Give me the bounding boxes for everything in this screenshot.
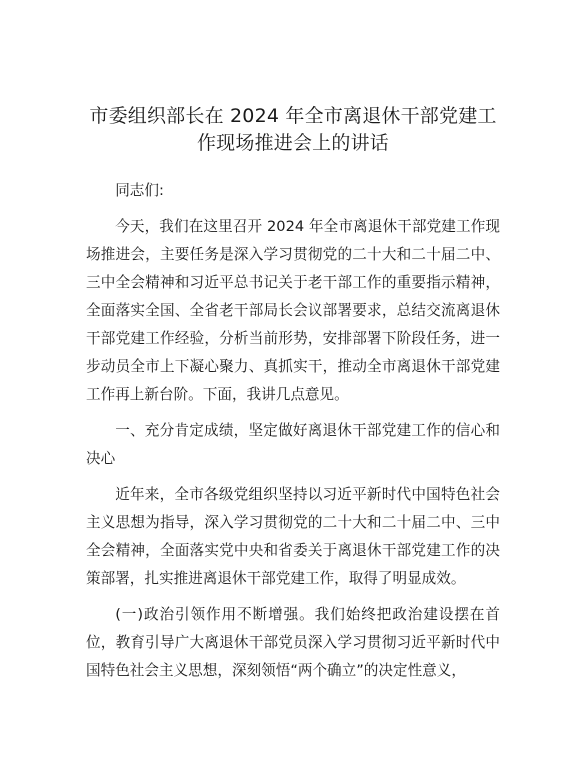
paragraph-opening: 今天，我们在这里召开 2024 年全市离退休干部党建工作现场推进会，主要任务是深入学习贯彻党的二十大和二十届二中、三中全会精神和习近平总书记关于老干部工作的重要指示精神，全面落实全国、全省老干部局长会议部署要求，总结交流离退休干部党建工作经验，分析当前形势，安排部署下阶段任务，进一步动员全市上下凝心聚力、真抓实干，推动全市离退休干部党建工作再上新台阶。下面，我讲几点意见。 [86,218,500,403]
document-title: 市委组织部长在 2024 年全市离退休干部党建工作现场推进会上的讲话 [89,105,497,154]
section-heading-1: 一、充分肯定成绩，坚定做好离退休干部党建工作的信心和决心 [86,422,500,467]
paragraph-achievements: 近年来，全市各级党组织坚持以习近平新时代中国特色社会主义思想为指导，深入学习贯彻党的二十大和二十届二中、三中全会精神，全面落实党中央和省委关于离退休干部党建工作的决策部署，扎实推进离退休干部党建工作，取得了明显成效。 [86,486,500,587]
paragraph-political-leadership: (一)政治引领作用不断增强。我们始终把政治建设摆在首位，教育引导广大离退休干部党员深入学习贯彻习近平新时代中国特色社会主义思想，深刻领悟“两个确立”的决定性意义， [86,606,500,679]
salutation: 同志们: [115,182,164,199]
